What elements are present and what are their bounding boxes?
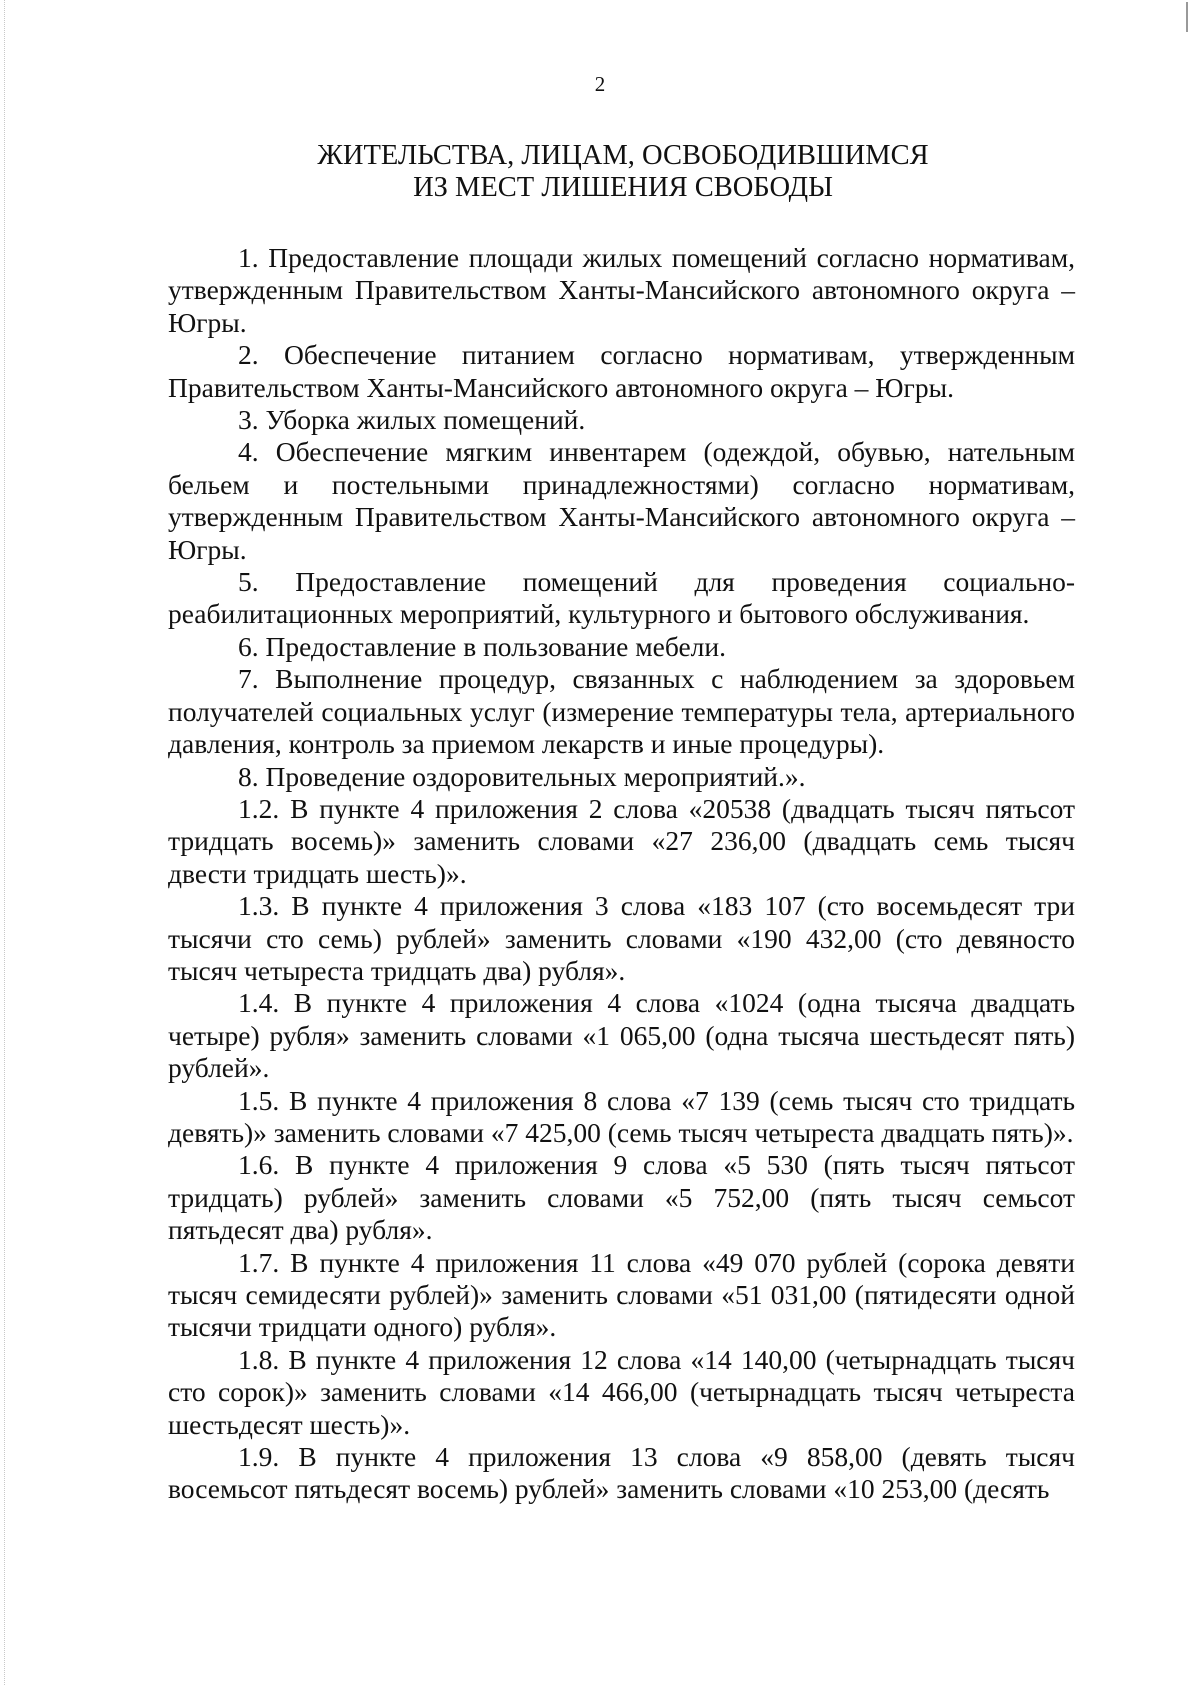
paragraph-service-4: 4. Обеспечение мягким инвентарем (одеждой, обувью, нательным бельем и постельными принадлежностями) согласно нормативам, утвержденным Правительством Ханты-Мансийского автономного округа – Югры. <box>168 436 1075 565</box>
paragraph-service-5: 5. Предоставление помещений для проведения социально-реабилитационных мероприятий, культурного и бытового обслуживания. <box>168 566 1075 630</box>
paragraph-amendment-1-7: 1.7. В пункте 4 приложения 11 слова «49 070 рублей (сорока девяти тысяч семидесяти рублей)» заменить словами «51 031,00 (пятидесяти одной тысячи тридцати одного) рубля». <box>168 1246 1075 1343</box>
paragraph-amendment-1-2: 1.2. В пункте 4 приложения 2 слова «20538 (двадцать тысяч пятьсот тридцать восемь)» заменить словами «27 236,00 (двадцать семь тысяч двести тридцать шесть)». <box>168 792 1075 889</box>
heading-line: ЖИТЕЛЬСТВА, ЛИЦАМ, ОСВОБОДИВШИМСЯ <box>317 140 929 171</box>
paragraph-service-2: 2. Обеспечение питанием согласно нормативам, утвержденным Правительством Ханты-Мансийского автономного округа – Югры. <box>168 339 1075 403</box>
paragraph-service-7: 7. Выполнение процедур, связанных с наблюдением за здоровьем получателей социальных услуг (измерение температуры тела, артериального давления, контроль за приемом лекарств и иные процедуры). <box>168 663 1075 760</box>
paragraph-amendment-1-8: 1.8. В пункте 4 приложения 12 слова «14 140,00 (четырнадцать тысяч сто сорок)» заменить словами «14 466,00 (четырнадцать тысяч четыреста шестьдесят шесть)». <box>168 1343 1075 1440</box>
paragraph-amendment-1-4: 1.4. В пункте 4 приложения 4 слова «1024 (одна тысяча двадцать четыре) рубля» заменить словами «1 065,00 (одна тысяча шестьдесят пять) рублей». <box>168 987 1075 1084</box>
heading-line: ИЗ МЕСТ ЛИШЕНИЯ СВОБОДЫ <box>413 172 833 203</box>
paragraph-amendment-1-9: 1.9. В пункте 4 приложения 13 слова «9 858,00 (девять тысяч восемьсот пятьдесят восемь) рублей» заменить словами «10 253,00 (десять <box>168 1441 1075 1505</box>
paragraph-service-1: 1. Предоставление площади жилых помещений согласно нормативам, утвержденным Правительством Ханты-Мансийского автономного округа – Югры. <box>168 242 1075 338</box>
paragraph-service-3: 3. Уборка жилых помещений. <box>238 404 586 436</box>
scan-margin-marks <box>4 0 11 1685</box>
section-heading <box>168 140 1078 204</box>
paragraph-amendment-1-5: 1.5. В пункте 4 приложения 8 слова «7 139 (семь тысяч сто тридцать девять)» заменить словами «7 425,00 (семь тысяч четыреста двадцать пять)». <box>168 1084 1075 1148</box>
page-number: 2 <box>594 72 606 96</box>
document-body <box>168 242 1075 1506</box>
paragraph-amendment-1-6: 1.6. В пункте 4 приложения 9 слова «5 530 (пять тысяч пятьсот тридцать) рублей» заменить словами «5 752,00 (пять тысяч семьсот пятьдесят два) рубля». <box>168 1149 1075 1246</box>
paragraph-amendment-1-3: 1.3. В пункте 4 приложения 3 слова «183 107 (сто восемьдесят три тысячи сто семь) рублей» заменить словами «190 432,00 (сто девяносто тысяч четыреста тридцать два) рубля». <box>168 890 1075 986</box>
scan-edge-mark <box>1186 2 1188 32</box>
paragraph-service-8: 8. Проведение оздоровительных мероприятий.». <box>238 760 806 792</box>
paragraph-service-6: 6. Предоставление в пользование мебели. <box>238 630 726 662</box>
